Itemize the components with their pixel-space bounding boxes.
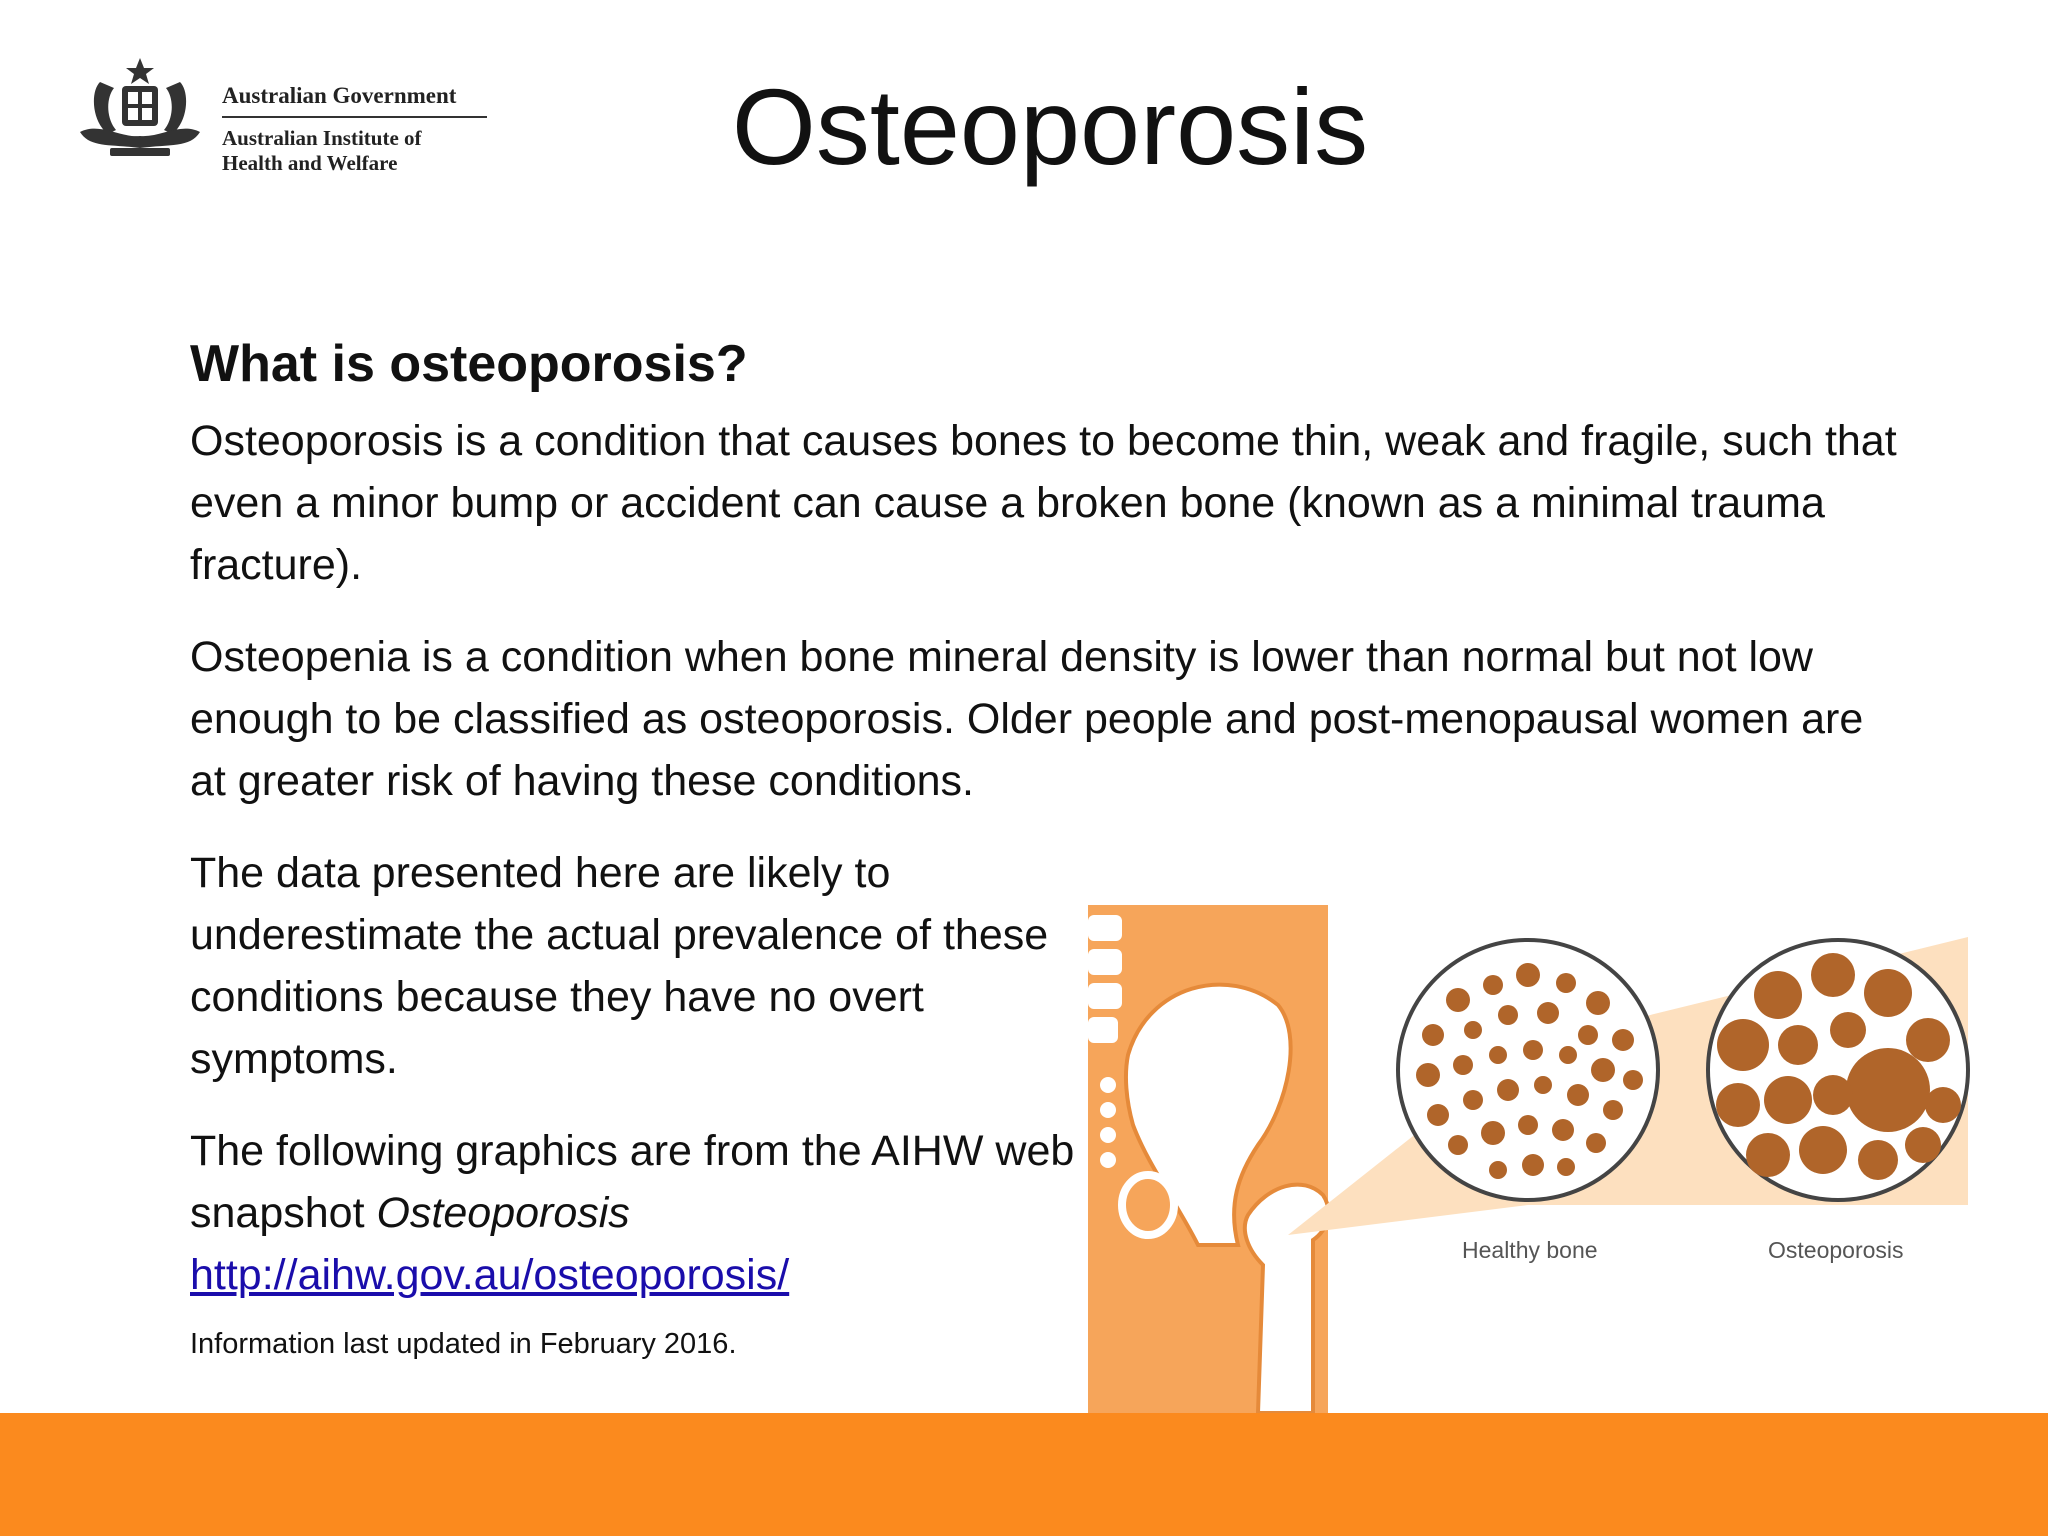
- institute-label-line2: Health and Welfare: [222, 151, 398, 175]
- last-updated-note: Information last updated in February 2016.: [190, 1328, 737, 1360]
- aihw-logo: [70, 52, 500, 192]
- section-heading: What is osteoporosis?: [190, 335, 748, 393]
- paragraph-underestimate: The data presented here are likely to underestimate the actual prevalence of these conditions because they have no overt symptoms.: [190, 849, 1049, 1083]
- page-title: Osteoporosis: [731, 66, 1369, 187]
- coat-of-arms-icon: [70, 52, 210, 172]
- government-label: Australian Government: [222, 82, 487, 118]
- obturator-icon: [1122, 1175, 1174, 1235]
- paragraph-osteoporosis: Osteoporosis is a condition that causes bones to become thin, weak and fragile, such that even a minor bump or accident can cause a broken bone (known as a minimal trauma fracture).: [190, 417, 1897, 589]
- footer-bar: [0, 1413, 2048, 1536]
- source-text: The following graphics are from the AIHW web snapshot: [190, 1127, 1075, 1237]
- institute-label-line1: Australian Institute of: [222, 126, 422, 150]
- source-title: Osteoporosis: [376, 1189, 630, 1237]
- healthy-bone-label: Healthy bone: [1462, 1237, 1598, 1263]
- bone-illustration: [1088, 905, 2008, 1413]
- osteoporosis-bone-label: Osteoporosis: [1768, 1237, 1904, 1263]
- source-link[interactable]: http://aihw.gov.au/osteoporosis/: [190, 1251, 790, 1299]
- paragraph-osteopenia: Osteopenia is a condition when bone mineral density is lower than normal but not low enough to be classified as osteoporosis. Older people and post-menopausal women are at greater risk of having these conditions.: [190, 633, 1864, 805]
- paragraph-source: [190, 1120, 1080, 1306]
